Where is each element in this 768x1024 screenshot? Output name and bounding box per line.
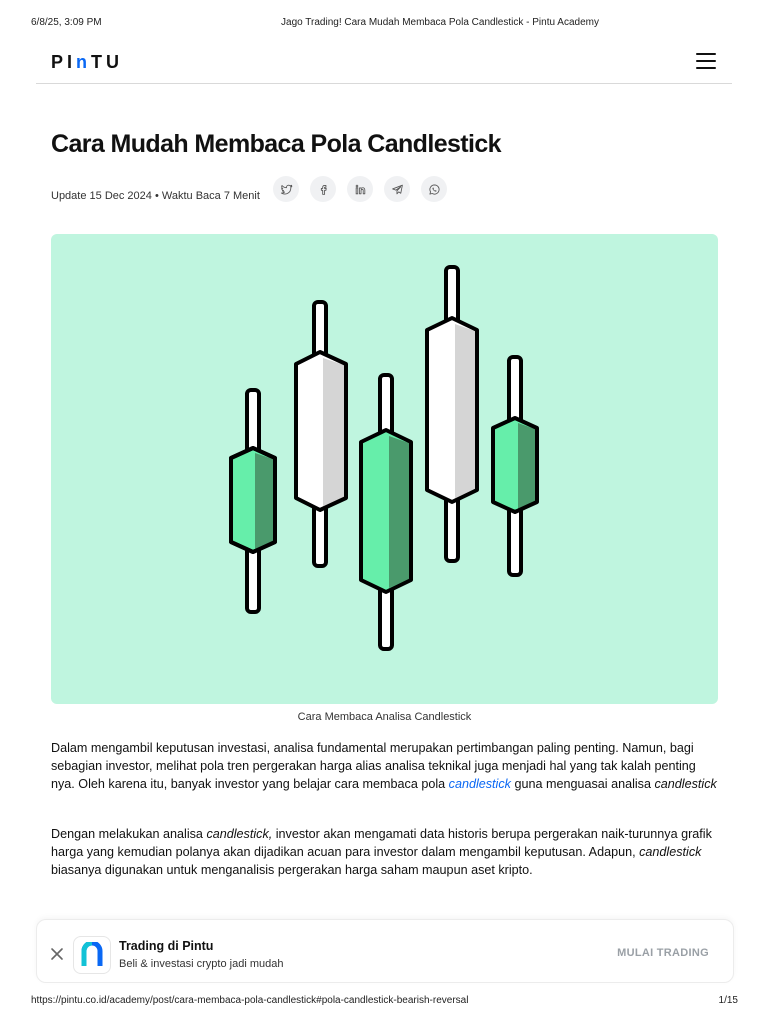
banner-title: Trading di Pintu [119, 939, 214, 953]
print-url: https://pintu.co.id/academy/post/cara-membaca-pola-candlestick#pola-candlestick-bearish-reversal [31, 995, 469, 1006]
mulai-trading-button[interactable]: MULAI TRADING [617, 947, 709, 959]
linkedin-icon [354, 183, 367, 196]
candlestick-link[interactable]: candlestick [448, 777, 511, 791]
hamburger-menu-icon[interactable] [696, 53, 716, 71]
candlestick-5 [493, 357, 537, 575]
facebook-icon [317, 183, 330, 196]
article-meta: Update 15 Dec 2024 • Waktu Baca 7 Menit [51, 190, 260, 202]
navbar [36, 44, 732, 84]
pintu-app-icon [73, 936, 111, 974]
share-bar [273, 176, 458, 202]
close-icon[interactable] [50, 947, 64, 961]
print-doc-title: Jago Trading! Cara Mudah Membaca Pola Candlestick - Pintu Academy [281, 17, 599, 28]
logo-text-right: TU [91, 52, 124, 72]
candlestick-3 [361, 375, 411, 649]
image-caption: Cara Membaca Analisa Candlestick [297, 711, 472, 723]
print-header [0, 17, 768, 31]
whatsapp-icon [428, 183, 441, 196]
candlestick-2 [296, 302, 346, 566]
print-footer [0, 995, 768, 1009]
candlestick-illustration [51, 234, 718, 704]
share-telegram-button[interactable] [384, 176, 410, 202]
hero-image [51, 234, 718, 704]
banner-subtitle: Beli & investasi crypto jadi mudah [119, 958, 284, 970]
paragraph-1: Dalam mengambil keputusan investasi, analisa fundamental merupakan pertimbangan paling penting. Namun, bagi sebagian investor, melihat pola tren pergerakan harga alias analisa teknikal juga menjadi hal yang tak kalah penting nya. Oleh karena itu, banyak investor yang belajar cara membaca pola candlestick guna menguasai analisa candlestick [51, 741, 717, 791]
pintu-logo[interactable] [51, 52, 123, 73]
logo-text-accent: n [76, 52, 92, 72]
share-facebook-button[interactable] [310, 176, 336, 202]
twitter-icon [280, 183, 293, 196]
candlestick-1 [231, 390, 275, 612]
paragraph-2: Dengan melakukan analisa candlestick, investor akan mengamati data historis berupa pergerakan naik-turunnya grafik harga yang kemudian polanya akan dijadikan acuan para investor dalam mengambil keputusan. Adapun, candlestick biasanya digunakan untuk menganalisis pergerakan harga saham maupun aset kripto. [51, 827, 712, 877]
telegram-icon [391, 183, 404, 196]
article-title: Cara Mudah Membaca Pola Candlestick [51, 130, 501, 158]
print-page-number: 1/15 [718, 995, 738, 1006]
candlestick-4 [427, 267, 477, 561]
share-whatsapp-button[interactable] [421, 176, 447, 202]
share-linkedin-button[interactable] [347, 176, 373, 202]
logo-text-left: PI [51, 52, 77, 72]
print-date: 6/8/25, 3:09 PM [31, 17, 102, 28]
share-twitter-button[interactable] [273, 176, 299, 202]
app-promo-banner [36, 919, 734, 983]
